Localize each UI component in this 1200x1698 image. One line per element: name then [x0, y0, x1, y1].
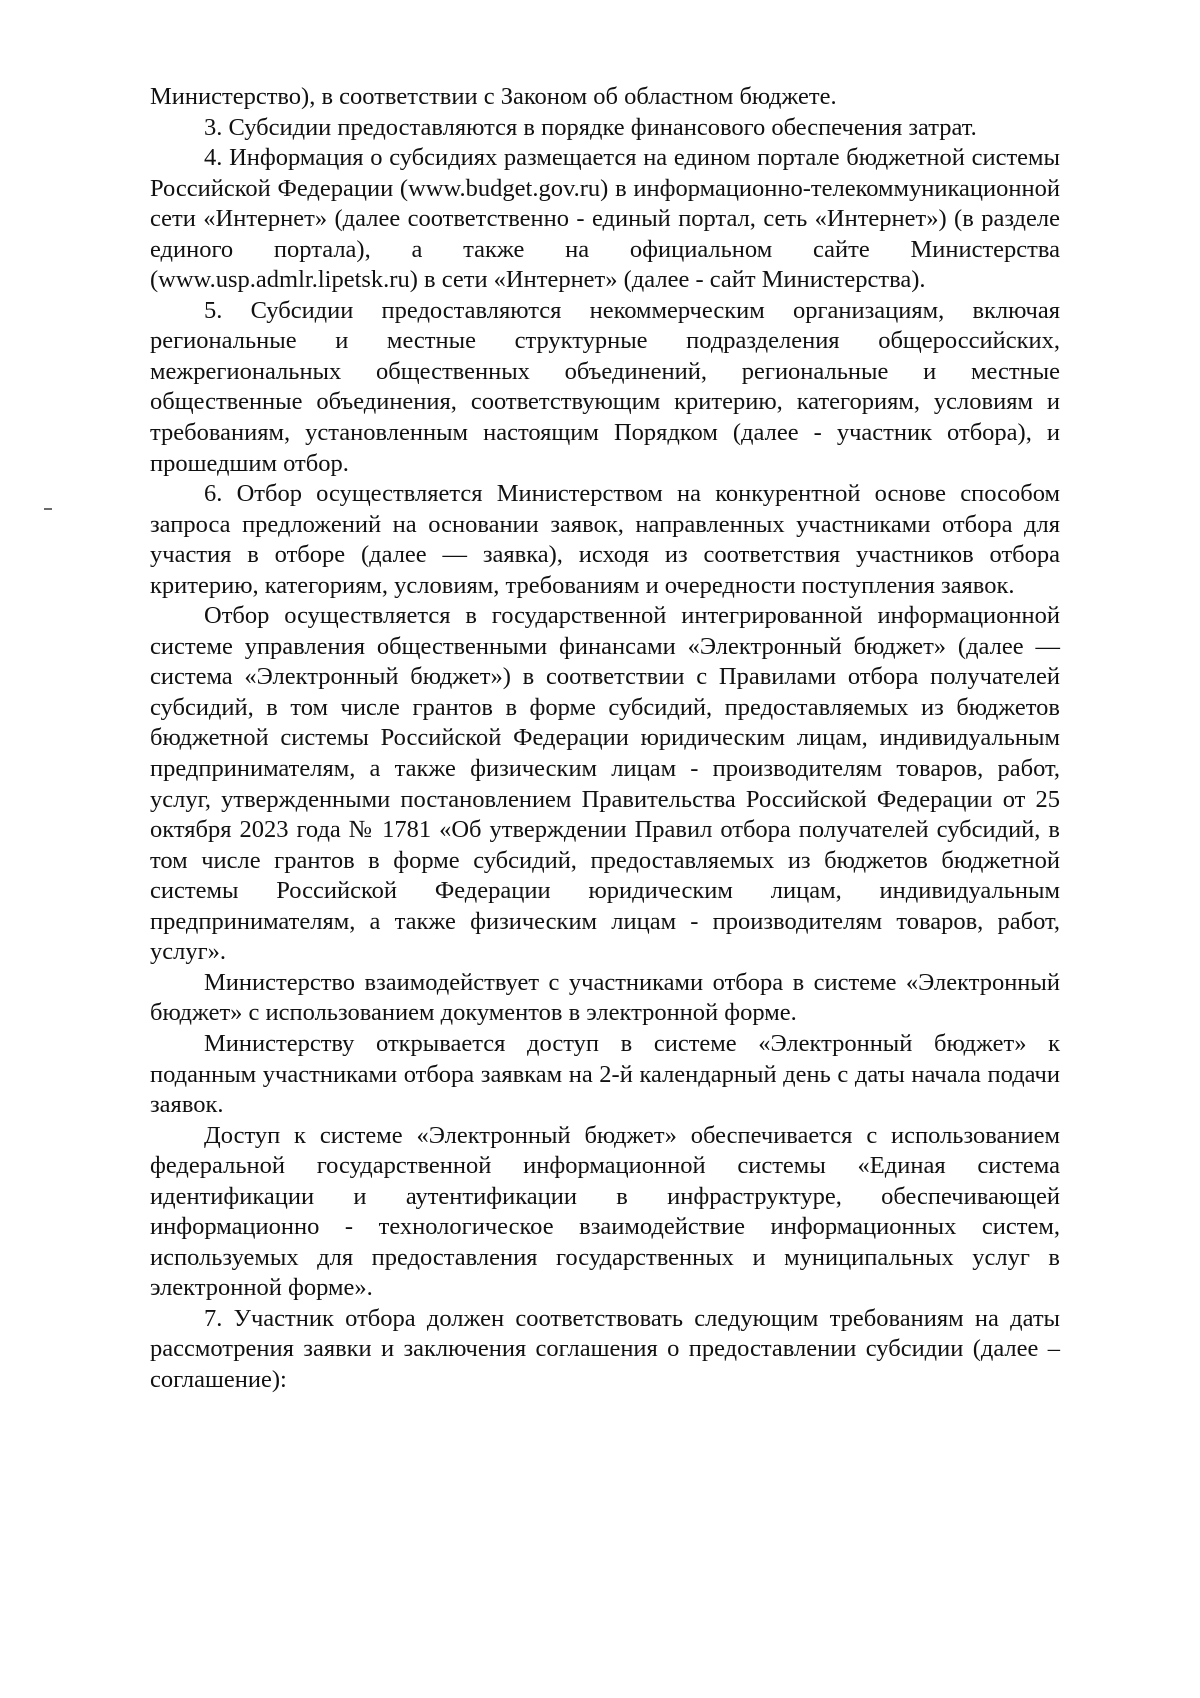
- paragraph-3: 3. Субсидии предоставляются в порядке финансового обеспечения затрат.: [204, 113, 977, 141]
- paragraph-continuation: Министерство), в соответствии с Законом об областном бюджете.: [150, 83, 837, 110]
- paragraph-4: 4. Информация о субсидиях размещается на едином портале бюджетной системы Российской Федерации (www.budget.gov.ru) в информационно-телекоммуникационной сети «Интернет» (далее соответственно - единый портал, сеть «Интернет») (в разделе единого портала), а также на официальном сайте Министерства (www.usp.admlr.lipetsk.ru) в сети «Интернет» (далее - сайт Министерства).: [150, 144, 1060, 294]
- paragraph-6-interaction: Министерство взаимодействует с участниками отбора в системе «Электронный бюджет» с использованием документов в электронной форме.: [150, 968, 1060, 1027]
- paragraph-5: 5. Субсидии предоставляются некоммерческим организациям, включая региональные и местные структурные подразделения общероссийских, межрегиональных общественных объединений, региональные и местные общественные объединения, соответствующим критерию, категориям, условиям и требованиям, установленным настоящим Порядком (далее - участник отбора), и прошедшим отбор.: [150, 296, 1060, 477]
- scan-mark: [44, 508, 52, 510]
- paragraph-6: 6. Отбор осуществляется Министерством на конкурентной основе способом запроса предложений на основании заявок, направленных участниками отбора для участия в отборе (далее — заявка), исходя из соответствия участников отбора критерию, категориям, условиям, требованиям и очередности поступления заявок.: [150, 480, 1060, 599]
- document-body: [150, 82, 1060, 1396]
- paragraph-6-esia: Доступ к системе «Электронный бюджет» обеспечивается с использованием федеральной государственной информационной системы «Единая система идентификации и аутентификации в инфраструктуре, обеспечивающей информационно - технологическое взаимодействие информационных систем, используемых для предоставления государственных и муниципальных услуг в электронной форме».: [150, 1121, 1060, 1302]
- paragraph-6-access: Министерству открывается доступ в системе «Электронный бюджет» к поданным участниками отбора заявкам на 2-й календарный день с даты начала подачи заявок.: [150, 1029, 1060, 1119]
- paragraph-6-electronic-budget: Отбор осуществляется в государственной интегрированной информационной системе управления общественными финансами «Электронный бюджет» (далее — система «Электронный бюджет») в соответствии с Правилами отбора получателей субсидий, в том числе грантов в форме субсидий, предоставляемых из бюджетов бюджетной системы Российской Федерации юридическим лицам, индивидуальным предпринимателям, а также физическим лицам - производителям товаров, работ, услуг, утвержденными постановлением Правительства Российской Федерации от 25 октября 2023 года № 1781 «Об утверждении Правил отбора получателей субсидий, в том числе грантов в форме субсидий, предоставляемых из бюджетов бюджетной системы Российской Федерации юридическим лицам, индивидуальным предпринимателям, а также физическим лицам - производителям товаров, работ, услуг».: [150, 602, 1060, 966]
- paragraph-7: 7. Участник отбора должен соответствовать следующим требованиям на даты рассмотрения заявки и заключения соглашения о предоставлении субсидии (далее – соглашение):: [150, 1304, 1060, 1393]
